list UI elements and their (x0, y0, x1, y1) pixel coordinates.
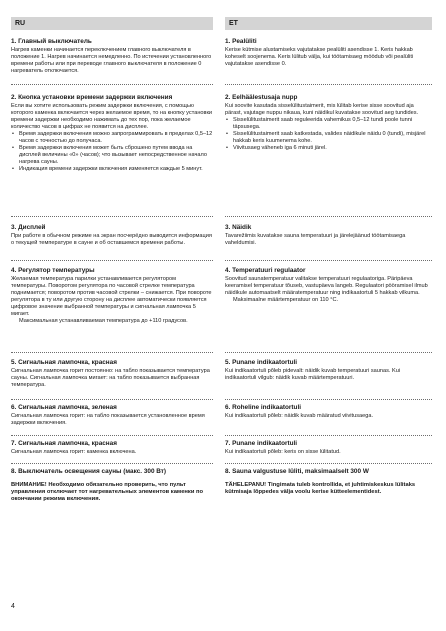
ru-section-4 (11, 267, 213, 325)
section-title: 2. Eelhäälestusaja nupp (225, 94, 298, 101)
list-item: • Индикация времени задержки включения изменяется каждые 5 минут. (19, 166, 213, 173)
bullet-list (225, 117, 432, 152)
divider (225, 260, 432, 261)
section-text: При работе в обычном режиме на экран посчерёдно выводится информация о текущей температуре в сауне и об оставшемся времени работы. (11, 232, 212, 246)
section-title: 8. Sauna valgustuse lüliti, maksimaalselt 300 W (225, 468, 369, 475)
section-text: Если вы хотите использовать режим задержки включения, с помощью которого каменка включается через желаемое время, то на кнопку установки времени задержки необходимо нажимать до тех пор, пока желаемое количество часов в цифрах не появится на дисплее. (11, 102, 213, 130)
ru-section-6 (11, 404, 213, 427)
section-title: 4. Temperatuuri regulaator (225, 267, 306, 274)
warning-text: ВНИМАНИЕ! Необходимо обязательно проверить, что пульт управления отключает тот нагревательных элементов каменки по окончании режима включения. (11, 481, 204, 503)
section-title: 3. Дисплей (11, 224, 46, 231)
et-section-1 (225, 38, 432, 68)
divider (225, 435, 432, 436)
section-title: 7. Punane indikaatortuli (225, 440, 298, 447)
divider (11, 435, 213, 436)
section-text: Сигнальная лампочка горит: каменка включена. (11, 448, 137, 455)
warning-text: TÄHELEPANU! Tingimata tuleb kontrollida, et juhtimiskeskus lülitaks kütmisaja lõppedes välja voolu kerise kütteelementidest. (225, 481, 416, 495)
et-section-5 (225, 359, 432, 382)
list-item: • Время задержки включения может быть сброшено путем ввода на дисплей величины «0» (часов); что вызывает непосредственное начало нагрева сауны. (19, 145, 213, 166)
divider (11, 463, 213, 464)
ru-section-8 (11, 468, 213, 503)
et-section-3 (225, 224, 432, 247)
ru-section-1 (11, 38, 213, 75)
section-text-2: Максимальная устанавливаемая температура до +110 градусов. (19, 318, 188, 325)
section-title: 5. Сигнальная лампочка, красная (11, 359, 117, 366)
list-item: • Viivitusaeg väheneb iga 6 minuti järel. (233, 145, 432, 152)
section-text: Kui indikaatortuli põleb pidevalt: näidik kuvab temperatuuri saunas. Kui indikaatortuli vilgub: näidik kuvab määrtemperatuuri. (225, 367, 401, 381)
et-section-8 (225, 468, 432, 496)
list-item: • Sisselülitustaimerit saab katkestada, valides näidikule näidu 0 (tundi), misjärel hakkab keris kuumenema kohe. (233, 131, 432, 145)
ru-section-2 (11, 94, 213, 174)
divider (11, 260, 213, 261)
divider (11, 352, 213, 353)
section-text: Kui soovite kasutada sisselülitustaimerit, mis lülitab kerise sisse soovitud aja pärast, vajutage nuppu nikaua, kuni näidikul kuvatakse soovitud aeg tundides. (225, 102, 419, 116)
list-item: • Время задержки включения можно запрограммировать в пределах 0,5–12 часов с точностью до получаса. (19, 131, 213, 145)
section-text: Желаемая температура парилки устанавливается регулятором температуры. Поворотом регулятора по часовой стрелке температура поднимается; поворотом против часовой стрелки – снижается. При повороте регулятора в ту или другую сторону на дисплее автоматически появляется цифровое значение выбранной температуры и сигнальная лампочка 5 мигает. (11, 275, 212, 318)
ru-section-5 (11, 359, 213, 389)
divider (225, 463, 432, 464)
divider (11, 84, 213, 85)
section-title: 1. Pealüliti (225, 38, 257, 45)
section-text: Tavarežiimis kuvatakse sauna temperatuuri ja järelejäänud töötamisaega vaheldumisi. (225, 232, 406, 246)
section-text: Сигнальная лампочка горит: на табло показывается установленное время задержки включения. (11, 412, 205, 426)
section-title: 3. Näidik (225, 224, 252, 231)
section-title: 1. Главный выключатель (11, 38, 92, 45)
ru-section-7 (11, 440, 213, 456)
section-text: Soovitud saunatemperatuur valitakse temperatuuri regulaatoriga. Päripäeva keeramisel temperatuur tõuseb, vastupäeva langeb. Regulaatori pööramisel ilmub näidikule automaatselt määratemperatuur ning indikaatortuli 5 hakkab vilkuma. (225, 275, 428, 296)
column-header-ru-label: RU (15, 20, 26, 27)
et-section-2 (225, 94, 432, 152)
list-item: • Sisselülitustaimerit saab reguleerida vahemikus 0,5–12 tundi poole tunni täpsusega. (233, 117, 432, 131)
section-title: 6. Roheline indikaatortuli (225, 404, 301, 411)
section-title: 4. Регулятор температуры (11, 267, 95, 274)
divider (11, 216, 213, 217)
divider (11, 399, 213, 400)
section-text: Kui indikaatortuli põleb: keris on sisse lülitatud. (225, 448, 341, 455)
column-header-ru (11, 17, 213, 30)
section-text: Kui indikaatortuli põleb: näidik kuvab määratud viivitusaega. (225, 412, 374, 419)
divider (225, 352, 432, 353)
et-section-6 (225, 404, 432, 420)
ru-section-3 (11, 224, 213, 247)
et-section-4 (225, 267, 432, 304)
section-text-2: Maksimaalne määrtemperatuur on 110 °C. (233, 296, 339, 303)
section-title: 2. Кнопка установки времени задержки включения (11, 94, 173, 101)
section-title: 6. Сигнальная лампочка, зеленая (11, 404, 117, 411)
section-text: Нагрев каменки начинается переключением главного выключателя в положение 1. Нагрев начинается немедленно. По истечении установленного времени работы или при переводе главного выключателя в положение 0 нагреватель отключается. (11, 46, 212, 74)
column-header-et-label: ET (229, 20, 238, 27)
section-title: 5. Punane indikaatortuli (225, 359, 298, 366)
page-number: 4 (11, 603, 15, 610)
section-text: Сигнальная лампочка горит постоянно: на табло показывается температура сауны. Сигнальная лампочка мигает: на табло показывается выбранная температура. (11, 367, 210, 388)
section-title: 7. Сигнальная лампочка, красная (11, 440, 117, 447)
divider (225, 216, 432, 217)
bullet-list (11, 131, 213, 174)
section-text: Kerise kütmise alustamiseks vajutatakse pealüliti asendisse 1. Keris hakkab koheselt soojenema. Keris lülitub välja, kui töötamisaeg möödub või pealüliti vajutatakse asendisse 0. (225, 46, 414, 67)
et-section-7 (225, 440, 432, 456)
divider (225, 399, 432, 400)
divider (225, 84, 432, 85)
section-title: 8. Выключатель освещения сауны (макс. 300 Вт) (11, 468, 167, 475)
column-header-et (225, 17, 432, 30)
